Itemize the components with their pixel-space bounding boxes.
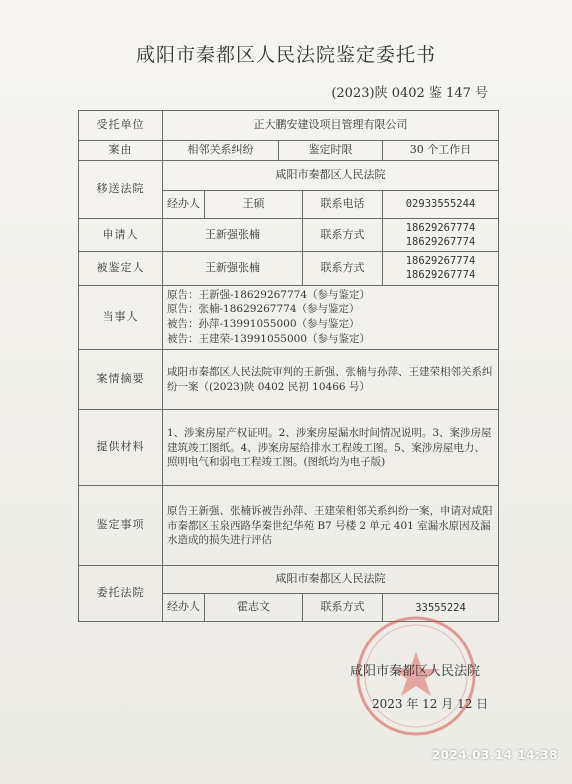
entrusting-contact-label: 联系方式 <box>303 594 383 622</box>
applicant-phone: 18629267774 <box>405 221 476 234</box>
appraised-phones <box>383 252 499 285</box>
transfer-phone-label: 联系电话 <box>303 190 383 218</box>
parties-list <box>163 285 499 350</box>
entrusting-court-label: 委托法院 <box>79 566 163 622</box>
deadline-value: 30 个工作日 <box>383 141 499 161</box>
row-applicant <box>79 218 499 251</box>
transfer-court-label: 移送法院 <box>79 160 163 218</box>
appraised-phone: 18629267774 <box>405 255 476 268</box>
transfer-handler-name: 王硕 <box>205 190 303 218</box>
matters-value: 原告王新强、张楠诉被告孙萍、王建荣相邻关系纠纷一案，申请对咸阳市秦都区玉泉西路华秦世纪华苑 B7 号楼 2 单元 401 室漏水原因及漏水造成的损失进行评估 <box>163 486 499 566</box>
applicant-label: 申请人 <box>79 218 163 251</box>
party-line: 被告：王建荣-13991055000（参与鉴定） <box>167 333 371 346</box>
entrustment-form-table <box>78 110 499 622</box>
entrusting-handler-label: 经办人 <box>163 594 205 622</box>
client-unit-value: 正大鹏安建设项目管理有限公司 <box>163 111 499 141</box>
materials-label: 提供材料 <box>79 410 163 486</box>
row-case-cause <box>79 141 499 161</box>
row-matters <box>79 486 499 566</box>
appraised-phone: 18629267774 <box>405 269 476 282</box>
case-summary-label: 案情摘要 <box>79 350 163 410</box>
appraised-label: 被鉴定人 <box>79 252 163 285</box>
row-materials <box>79 410 499 486</box>
applicant-phones <box>383 218 499 251</box>
parties-label: 当事人 <box>79 285 163 350</box>
materials-value: 1、涉案房屋产权证明。2、涉案房屋漏水时间情况说明。3、案涉房屋建筑竣工图纸。4、涉案房屋给排水工程竣工图。5、案涉房屋电力、照明电气和弱电工程竣工图。(图纸均为电子版) <box>163 410 499 486</box>
case-summary-value: 咸阳市秦都区人民法院审判的王新强、张楠与孙萍、王建荣相邻关系纠纷一案（(2023)陕 0402 民初 10466 号） <box>163 350 499 410</box>
row-case-summary <box>79 350 499 410</box>
row-client-unit <box>79 111 499 141</box>
case-cause-label: 案由 <box>79 141 163 161</box>
transfer-court-value: 咸阳市秦都区人民法院 <box>163 160 499 190</box>
row-parties <box>79 285 499 350</box>
applicant-phone: 18629267774 <box>405 236 476 249</box>
applicant-value: 王新强张楠 <box>163 218 303 251</box>
party-line: 被告：孙萍-13991055000（参与鉴定） <box>167 318 360 331</box>
row-entrusting-court <box>79 566 499 594</box>
party-line: 原告：王新强-18629267774（参与鉴定） <box>167 288 371 301</box>
client-unit-label: 受托单位 <box>79 111 163 141</box>
entrusting-handler-name: 霍志文 <box>205 594 303 622</box>
signing-court-name: 咸阳市秦都区人民法院 <box>350 664 481 679</box>
case-cause-value: 相邻关系纠纷 <box>163 141 279 161</box>
photo-timestamp: 2024.03.14 14:38 <box>431 748 558 762</box>
appraised-value: 王新强张楠 <box>163 252 303 285</box>
entrusting-phone-value: 33555224 <box>383 594 499 622</box>
deadline-label: 鉴定时限 <box>279 141 383 161</box>
row-appraised <box>79 252 499 285</box>
transfer-handler-label: 经办人 <box>163 190 205 218</box>
document-number: (2023)陕 0402 鉴 147 号 <box>331 86 488 101</box>
document-title: 咸阳市秦都区人民法院鉴定委托书 <box>135 44 436 66</box>
row-transfer-court <box>79 160 499 190</box>
signing-date: 2023 年 12 月 12 日 <box>372 697 489 711</box>
party-line: 原告：张楠-18629267774（参与鉴定） <box>167 303 360 316</box>
applicant-contact-label: 联系方式 <box>303 218 383 251</box>
matters-label: 鉴定事项 <box>79 486 163 566</box>
entrusting-court-value: 咸阳市秦都区人民法院 <box>163 566 499 594</box>
appraised-contact-label: 联系方式 <box>303 252 383 285</box>
transfer-phone-value: 02933555244 <box>383 190 499 218</box>
